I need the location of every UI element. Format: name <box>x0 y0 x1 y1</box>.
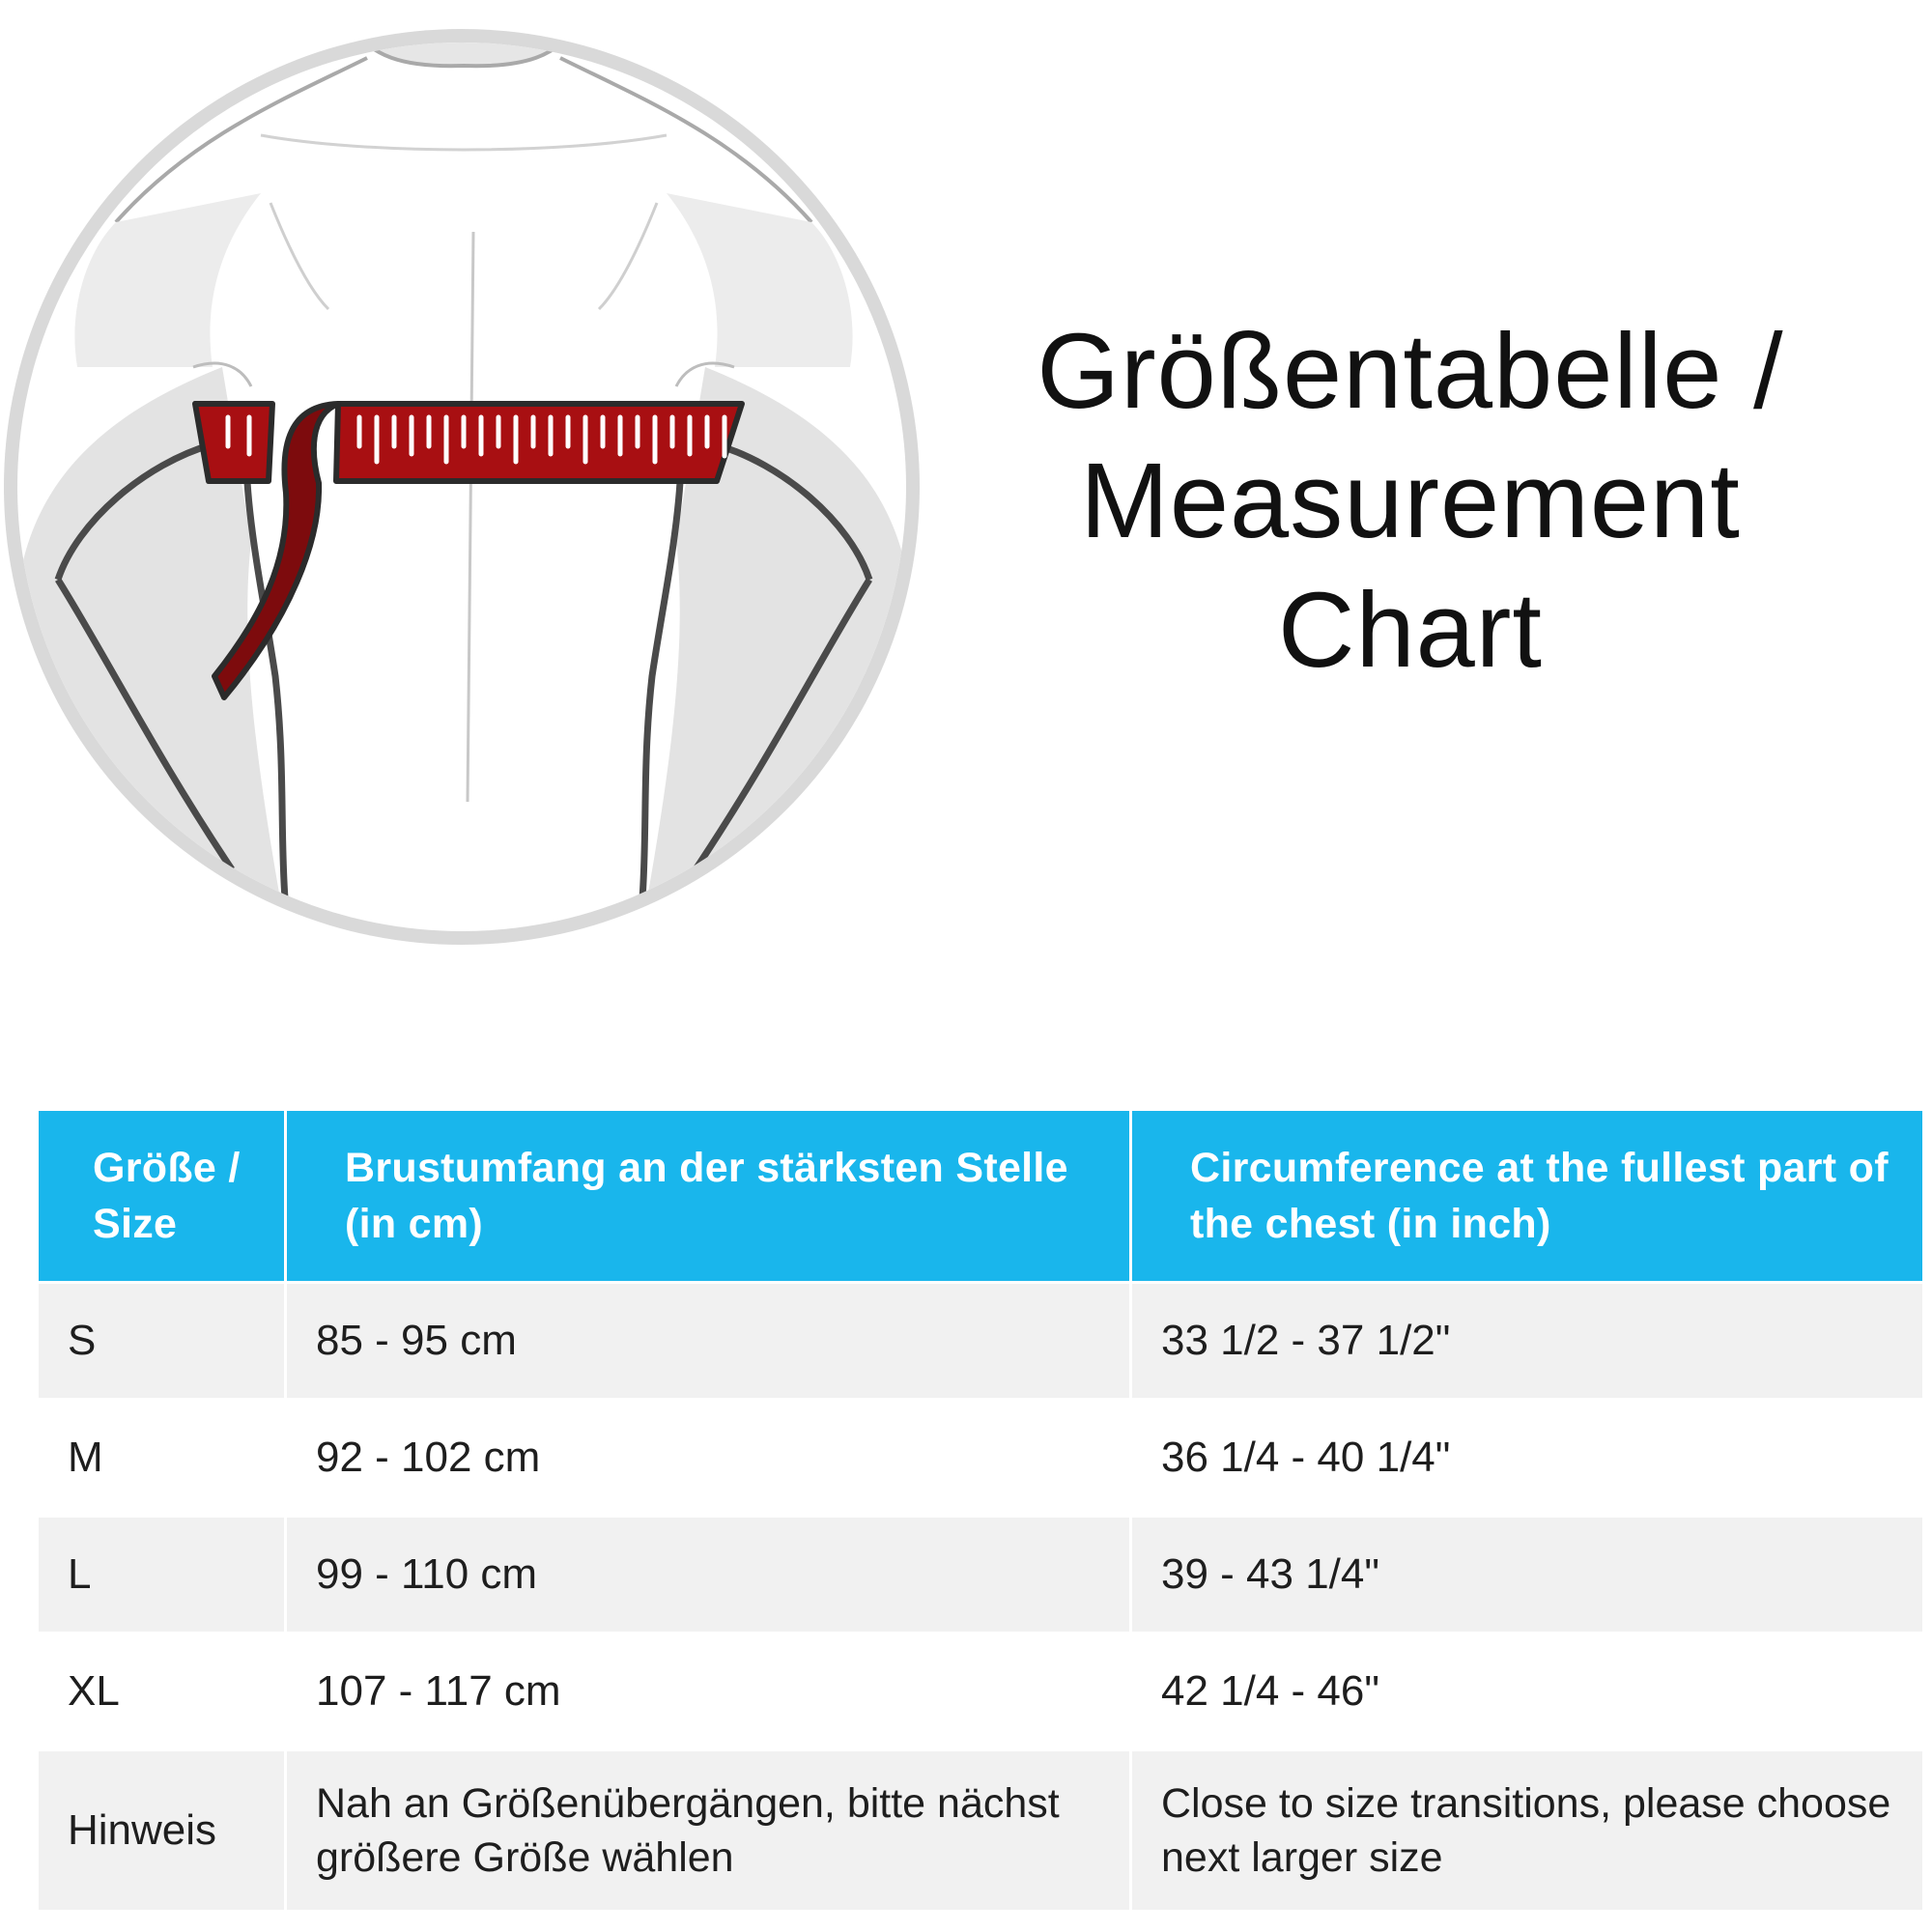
row-s-size: S <box>39 1284 284 1398</box>
row-m-cm: 92 - 102 cm <box>287 1401 1129 1515</box>
row-s-cm: 85 - 95 cm <box>287 1284 1129 1398</box>
row-s-inch: 33 1/2 - 37 1/2" <box>1132 1284 1922 1398</box>
row-m-size: M <box>39 1401 284 1515</box>
title-line-3: Chart <box>1278 571 1543 690</box>
header-size: Größe / Size <box>39 1111 284 1281</box>
header-chest-inch: Circumference at the fullest part of the chest (in inch) <box>1132 1111 1922 1281</box>
row-xl-cm: 107 - 117 cm <box>287 1634 1129 1748</box>
row-xl-size: XL <box>39 1634 284 1748</box>
row-note-de: Nah an Größenübergängen, bitte nächst größere Größe wählen <box>287 1751 1129 1910</box>
page-title <box>966 307 1855 696</box>
title-line-2: Measurement <box>1080 441 1741 560</box>
title-line-1: Größentabelle / <box>1037 312 1784 431</box>
row-l-inch: 39 - 43 1/4" <box>1132 1518 1922 1632</box>
row-note-label: Hinweis <box>39 1751 284 1910</box>
row-xl-inch: 42 1/4 - 46" <box>1132 1634 1922 1748</box>
row-note-en: Close to size transitions, please choose next larger size <box>1132 1751 1922 1910</box>
chest-measurement-illustration <box>0 0 937 976</box>
row-l-size: L <box>39 1518 284 1632</box>
row-l-cm: 99 - 110 cm <box>287 1518 1129 1632</box>
row-m-inch: 36 1/4 - 40 1/4" <box>1132 1401 1922 1515</box>
size-table <box>39 1111 1922 1910</box>
header-chest-cm: Brustumfang an der stärksten Stelle (in cm) <box>287 1111 1129 1281</box>
